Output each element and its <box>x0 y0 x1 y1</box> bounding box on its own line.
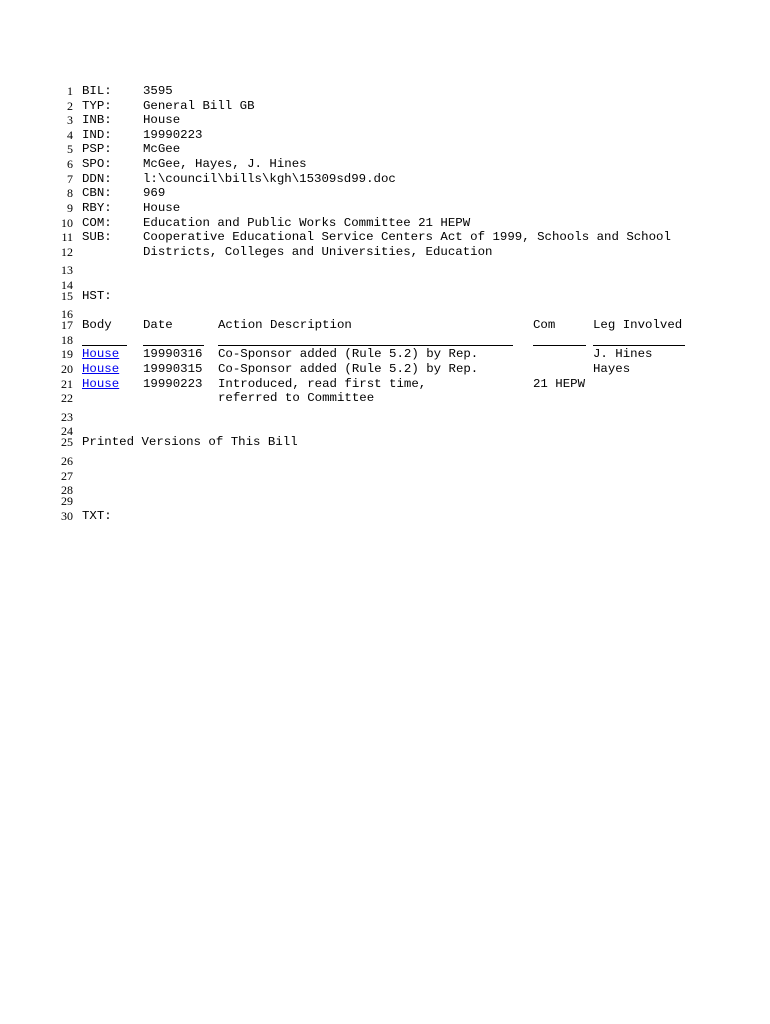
line-number: 9 <box>67 201 73 215</box>
line-number: 4 <box>67 128 73 142</box>
field-key-com: COM: <box>82 216 112 230</box>
history-body-link[interactable]: House <box>82 377 120 391</box>
history-header-rule <box>533 345 586 346</box>
line-number: 23 <box>61 410 73 424</box>
line-number: 2 <box>67 99 73 113</box>
history-header-com: Com <box>533 318 556 332</box>
history-header-rule <box>82 345 127 346</box>
history-body-link[interactable]: House <box>82 362 120 376</box>
line-number: 29 <box>61 494 73 508</box>
field-key-ind: IND: <box>82 128 112 142</box>
line-number: 27 <box>61 469 73 483</box>
history-action-continuation: referred to Committee <box>218 391 375 405</box>
field-key-inb: INB: <box>82 113 112 127</box>
printed-versions-heading: Printed Versions of This Bill <box>82 435 298 449</box>
field-key-psp: PSP: <box>82 142 112 156</box>
field-value-rby: House <box>143 201 181 215</box>
history-action: Co-Sponsor added (Rule 5.2) by Rep. <box>218 362 479 376</box>
line-number: 22 <box>61 391 73 405</box>
history-com: 21 HEPW <box>533 377 586 391</box>
line-number: 6 <box>67 157 73 171</box>
history-leg: Hayes <box>593 362 631 376</box>
line-number: 15 <box>61 289 73 303</box>
line-number: 25 <box>61 435 73 449</box>
line-number: 20 <box>61 362 73 376</box>
line-number: 26 <box>61 454 73 468</box>
txt-label: TXT: <box>82 509 112 523</box>
field-key-rby: RBY: <box>82 201 112 215</box>
line-number: 5 <box>67 142 73 156</box>
line-number: 10 <box>61 216 73 230</box>
history-date: 19990223 <box>143 377 203 391</box>
field-key-sub: SUB: <box>82 230 112 244</box>
history-action: Introduced, read first time, <box>218 377 427 391</box>
line-number: 1 <box>67 84 73 98</box>
line-number: 16 <box>61 307 73 321</box>
history-date: 19990316 <box>143 347 203 361</box>
history-header-action: Action Description <box>218 318 352 332</box>
field-value-bil: 3595 <box>143 84 173 98</box>
line-number: 3 <box>67 113 73 127</box>
history-date: 19990315 <box>143 362 203 376</box>
line-number: 8 <box>67 186 73 200</box>
field-value-com: Education and Public Works Committee 21 HEPW <box>143 216 471 230</box>
line-number: 13 <box>61 263 73 277</box>
field-key-spo: SPO: <box>82 157 112 171</box>
history-header-leg: Leg Involved <box>593 318 683 332</box>
line-number: 11 <box>61 230 73 244</box>
history-header-rule <box>143 345 204 346</box>
line-number: 21 <box>61 377 73 391</box>
line-number: 7 <box>67 172 73 186</box>
line-number: 14 <box>61 278 73 292</box>
field-key-ddn: DDN: <box>82 172 112 186</box>
field-value-typ: General Bill GB <box>143 99 255 113</box>
history-label: HST: <box>82 289 112 303</box>
history-header-rule <box>218 345 513 346</box>
history-header-date: Date <box>143 318 173 332</box>
field-value-spo: McGee, Hayes, J. Hines <box>143 157 307 171</box>
line-number: 24 <box>61 424 73 438</box>
history-header-body: Body <box>82 318 112 332</box>
field-key-cbn: CBN: <box>82 186 112 200</box>
field-key-typ: TYP: <box>82 99 112 113</box>
line-number: 19 <box>61 347 73 361</box>
line-number: 30 <box>61 509 73 523</box>
line-number: 12 <box>61 245 73 259</box>
field-value-cbn: 969 <box>143 186 166 200</box>
field-value-sub: Cooperative Educational Service Centers Act of 1999, Schools and School <box>143 230 671 244</box>
line-number: 17 <box>61 318 73 332</box>
history-action: Co-Sponsor added (Rule 5.2) by Rep. <box>218 347 479 361</box>
history-leg: J. Hines <box>593 347 653 361</box>
history-header-rule <box>593 345 685 346</box>
history-body-link[interactable]: House <box>82 347 120 361</box>
field-value-sub-continuation: Districts, Colleges and Universities, Education <box>143 245 493 259</box>
field-value-psp: McGee <box>143 142 181 156</box>
field-value-inb: House <box>143 113 181 127</box>
line-number: 28 <box>61 483 73 497</box>
field-value-ind: 19990223 <box>143 128 203 142</box>
field-key-bil: BIL: <box>82 84 112 98</box>
line-number: 18 <box>61 333 73 347</box>
field-value-ddn: l:\council\bills\kgh\15309sd99.doc <box>143 172 396 186</box>
